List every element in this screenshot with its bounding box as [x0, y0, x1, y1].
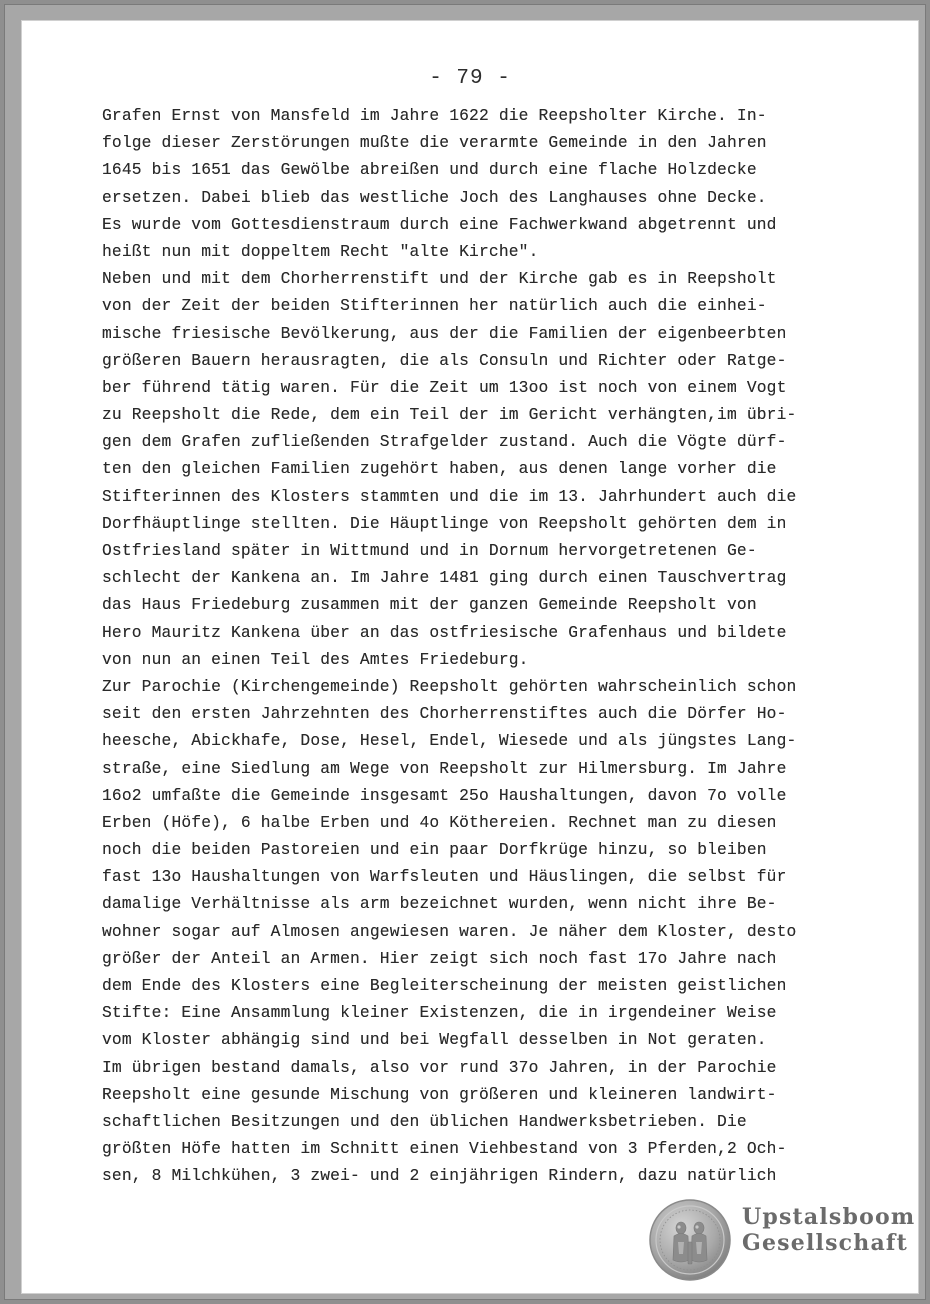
text-line: Stifte: Eine Ansammlung kleiner Existenzen, die in irgendeiner Weise [102, 1003, 777, 1023]
text-line: mische friesische Bevölkerung, aus der die Familien der eigenbeerbten [102, 323, 787, 343]
text-line: sen, 8 Milchkühen, 3 zwei- und 2 einjährigen Rindern, dazu natürlich [102, 1166, 777, 1186]
text-line: zu Reepsholt die Rede, dem ein Teil der im Gericht verhängten,im übri- [102, 405, 797, 425]
text-line: größeren Bauern herausragten, die als Consuln und Richter oder Ratge- [102, 350, 787, 370]
text-line: von nun an einen Teil des Amtes Friedeburg. [102, 649, 529, 669]
text-line: noch die beiden Pastoreien und ein paar Dorfkrüge hinzu, so bleiben [102, 840, 767, 860]
text-line: Stifterinnen des Klosters stammten und die im 13. Jahrhundert auch die [102, 486, 797, 506]
text-line: 16o2 umfaßte die Gemeinde insgesamt 25o Haushaltungen, davon 7o volle [102, 785, 787, 805]
society-logo [648, 1198, 916, 1288]
upstalsboom-seal-icon [648, 1198, 732, 1282]
text-line: das Haus Friedeburg zusammen mit der ganzen Gemeinde Reepsholt von [102, 595, 757, 615]
text-line: Dorfhäuptlinge stellten. Die Häuptlinge von Reepsholt gehörten dem in [102, 513, 787, 533]
text-line: ten den gleichen Familien zugehört haben, aus denen lange vorher die [102, 459, 777, 479]
text-line: fast 13o Haushaltungen von Warfsleuten und Häuslingen, die selbst für [102, 867, 787, 887]
text-line: Neben und mit dem Chorherrenstift und der Kirche gab es in Reepsholt [102, 269, 777, 289]
text-line: folge dieser Zerstörungen mußte die verarmte Gemeinde in den Jahren [102, 133, 767, 153]
text-line: heißt nun mit doppeltem Recht "alte Kirche". [102, 241, 539, 261]
text-line: größten Höfe hatten im Schnitt einen Viehbestand von 3 Pferden,2 Och- [102, 1139, 787, 1159]
text-line: Ostfriesland später in Wittmund und in Dornum hervorgetretenen Ge- [102, 541, 757, 560]
text-line: Es wurde vom Gottesdienstraum durch eine Fachwerkwand abgetrennt und [102, 214, 777, 234]
text-line: schaftlichen Besitzungen und den üblichen Handwerksbetrieben. Die [102, 1111, 747, 1131]
text-line: größer der Anteil an Armen. Hier zeigt sich noch fast 17o Jahre nach [102, 948, 777, 968]
text-line: heesche, Abickhafe, Dose, Hesel, Endel, Wiesede und als jüngstes Lang- [102, 731, 797, 751]
logo-line-1: Upstalsboom [742, 1204, 916, 1230]
text-line: dem Ende des Klosters eine Begleiterscheinung der meisten geistlichen [102, 976, 787, 995]
logo-wordmark [742, 1204, 915, 1256]
text-line: Hero Mauritz Kankena über an das ostfriesische Grafenhaus und bildete [102, 622, 787, 642]
text-line: ersetzen. Dabei blieb das westliche Joch des Langhauses ohne Decke. [102, 187, 767, 207]
text-line: seit den ersten Jahrzehnten des Chorherrenstiftes auch die Dörfer Ho- [102, 704, 787, 724]
text-line: ber führend tätig waren. Für die Zeit um 13oo ist noch von einem Vogt [102, 377, 787, 397]
text-line: 1645 bis 1651 das Gewölbe abreißen und durch eine flache Holzdecke [102, 160, 757, 180]
text-line: Reepsholt eine gesunde Mischung von größeren und kleineren landwirt- [102, 1084, 777, 1104]
text-line: schlecht der Kankena an. Im Jahre 1481 ging durch einen Tauschvertrag [102, 568, 787, 588]
page-number: - 79 - [429, 67, 511, 90]
text-line: damalige Verhältnisse als arm bezeichnet wurden, wenn nicht ihre Be- [102, 894, 777, 914]
text-line: Erben (Höfe), 6 halbe Erben und 4o Köthereien. Rechnet man zu diesen [102, 812, 777, 832]
text-line: vom Kloster abhängig sind und bei Wegfall desselben in Not geraten. [102, 1030, 767, 1050]
document-page [21, 20, 919, 1294]
text-line: von der Zeit der beiden Stifterinnen her natürlich auch die einhei- [102, 296, 767, 316]
scan-frame [4, 4, 926, 1300]
text-line: Zur Parochie (Kirchengemeinde) Reepsholt gehörten wahrscheinlich schon [102, 676, 797, 696]
text-line: Grafen Ernst von Mansfeld im Jahre 1622 die Reepsholter Kirche. In- [102, 106, 767, 125]
text-line: Im übrigen bestand damals, also vor rund 37o Jahren, in der Parochie [102, 1057, 777, 1077]
logo-line-2: Gesellschaft [742, 1230, 908, 1256]
body-text [102, 102, 797, 1190]
text-line: straße, eine Siedlung am Wege von Reepsholt zur Hilmersburg. Im Jahre [102, 758, 787, 778]
text-line: gen dem Grafen zufließenden Strafgelder zustand. Auch die Vögte dürf- [102, 432, 787, 452]
text-line: wohner sogar auf Almosen angewiesen waren. Je näher dem Kloster, desto [102, 921, 797, 941]
